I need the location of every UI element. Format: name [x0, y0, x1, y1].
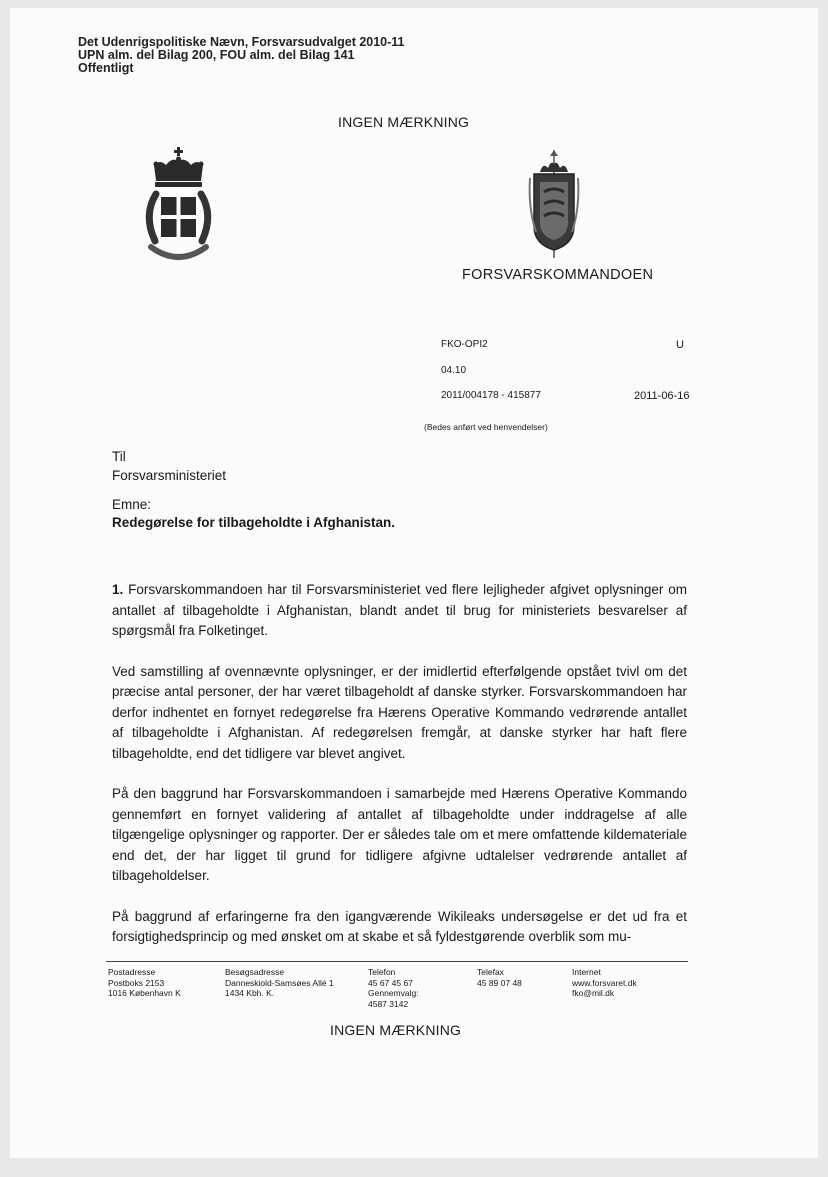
ref-date: 2011-06-16 — [634, 390, 690, 402]
footer-postal-line2: 1016 København K — [108, 988, 181, 998]
footer-phone-label: Telefon — [368, 967, 396, 977]
stamp-line-1: Det Udenrigspolitiske Nævn, Forsvarsudvalget 2010-11 — [78, 35, 405, 49]
ref-unit: FKO-OPI2 — [441, 339, 488, 350]
paragraph-number: 1. — [112, 582, 124, 597]
recipient-block — [112, 447, 226, 485]
ref-case-number: 2011/004178 - 415877 — [441, 390, 541, 401]
footer-internet-line1: www.forsvaret.dk — [572, 977, 637, 988]
subject-title: Redegørelse for tilbageholdte i Afghanistan. — [112, 515, 396, 530]
paragraph-1-text: Forsvarskommandoen har til Forsvarsministeriet ved flere lejligheder afgivet oplysninger om antallet af tilbageholdte i Afghanistan, blandt andet til brug for ministeriets besvarelser af spørgsmål fra Folketinget. — [112, 582, 687, 638]
footer-postal-label: Postadresse — [108, 967, 156, 977]
footer-internet-line2: fko@mil.dk — [572, 988, 615, 998]
paragraph-1 — [112, 580, 687, 642]
document-page — [10, 8, 818, 1158]
footer-visit — [225, 967, 334, 999]
footer-visit-line1: Danneskiold-Samsøes Allé 1 — [225, 977, 334, 988]
crown-shield-logo — [134, 145, 224, 265]
footer-visit-line2: 1434 Kbh. K. — [225, 988, 275, 998]
stamp-line-2: UPN alm. del Bilag 200, FOU alm. del Bilag 141 — [78, 48, 355, 62]
ref-classification-code: U — [676, 339, 684, 351]
ref-file-code: 04.10 — [441, 365, 467, 376]
footer-internet-label: Internet — [572, 967, 601, 977]
footer-phone-line1: 45 67 45 67 — [368, 977, 413, 988]
footer-divider — [106, 961, 688, 962]
footer-postal — [108, 967, 181, 999]
footer-phone — [368, 967, 419, 1009]
recipient-name: Forsvarsministeriet — [112, 468, 227, 483]
paragraph-4: På baggrund af erfaringerne fra den igangværende Wikileaks undersøgelse er det ud fra et forsigtighedsprincip og med ønsket om at skabe et så fyldestgørende overblik som mu- — [112, 908, 687, 944]
classification-marking-top: INGEN MÆRKNING — [338, 114, 470, 130]
paragraph-2: Ved samstilling af ovennævnte oplysninger, er der imidlertid efterfølgende opstået tvivl om det præcise antal personer, der har været tilbageholdt af danske styrker. Forsvarskommandoen har derfor indhentet en fornyet redegørelse fra Hærens Operative Kommando vedrørende antallet af tilbageholdte i Afghanistan. Af redegørelsen fremgår, at danske styrker har haft flere tilbageholdte, end det tidligere var blevet angivet. — [112, 663, 687, 761]
organization-name: FORSVARSKOMMANDOEN — [462, 267, 654, 283]
footer-visit-label: Besøgsadresse — [225, 967, 285, 977]
footer-postal-line1: Postboks 2153 — [108, 977, 165, 988]
recipient-label: Til — [112, 449, 126, 464]
footer-fax-label: Telefax — [477, 967, 504, 977]
footer-fax-line1: 45 89 07 48 — [477, 977, 522, 988]
paragraph-3: På den baggrund har Forsvarskommandoen i samarbejde med Hærens Operative Kommando gennemført en fornyet validering af antallet af tilbageholdte under inddragelse af alle tilgængelige oplysninger og rapporter. Der er således tale om et mere omfattende kildemateriale end det, der har ligget til grund for tidligere afgivne udtalelser vedrørende antallet af tilbageholdelser. — [112, 786, 687, 883]
footer-internet — [572, 967, 637, 999]
footer-phone-line3: 4587 3142 — [368, 998, 409, 1009]
footer-phone-line2: Gennemvalg: — [368, 988, 419, 998]
coat-of-arms-logo — [526, 148, 586, 260]
subject-label: Emne: — [112, 497, 152, 512]
ref-hint: (Bedes anført ved henvendelser) — [424, 422, 548, 432]
parliament-stamp — [78, 36, 405, 75]
letter-body — [112, 580, 687, 968]
stamp-line-3: Offentligt — [78, 61, 134, 75]
footer-fax — [477, 967, 522, 988]
subject-block — [112, 496, 395, 532]
classification-marking-bottom: INGEN MÆRKNING — [330, 1022, 462, 1038]
